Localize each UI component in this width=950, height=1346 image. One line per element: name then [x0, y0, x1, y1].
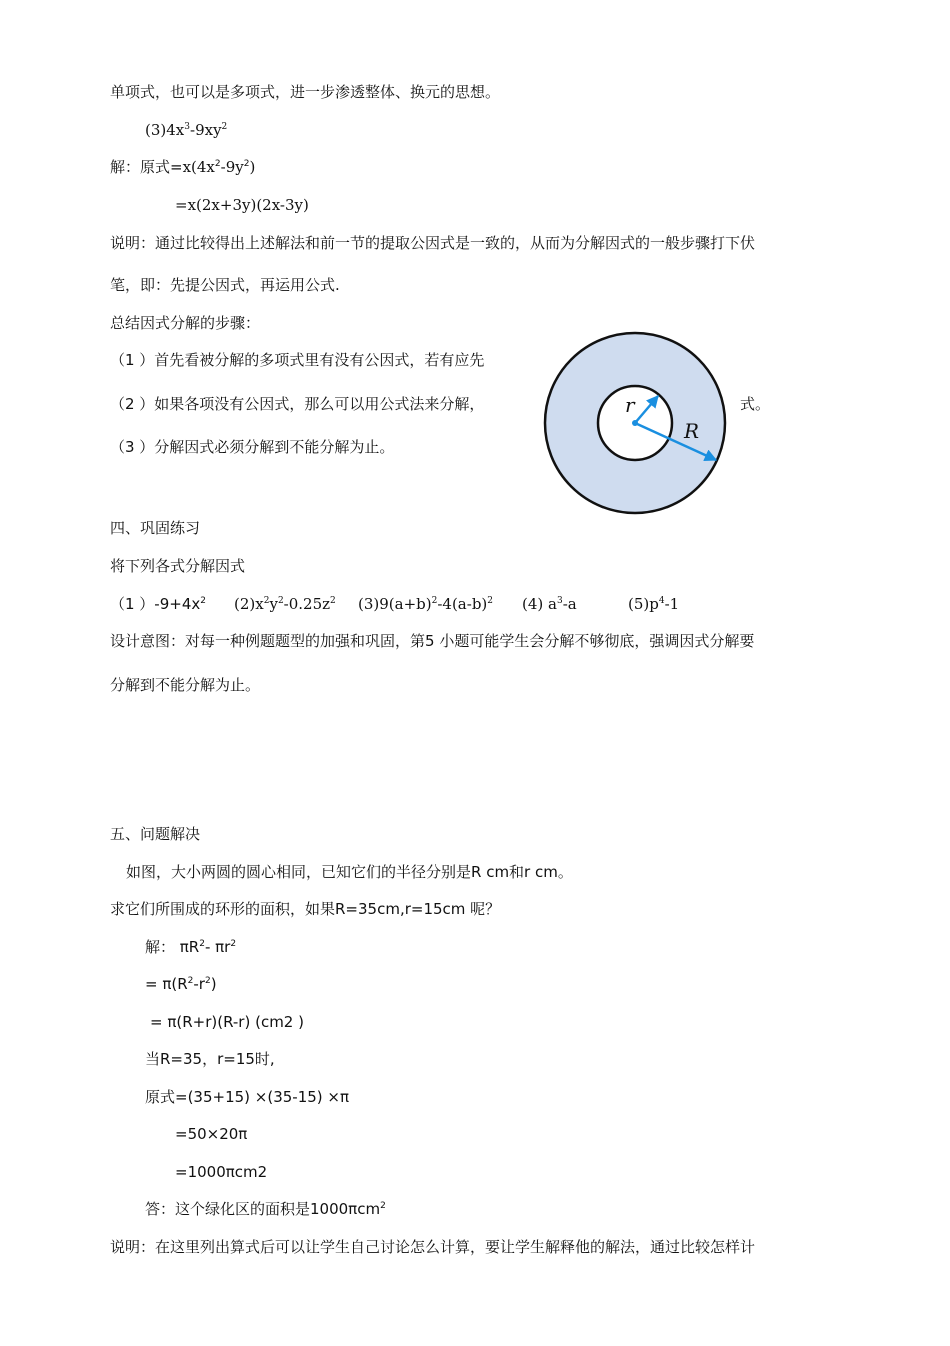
solution-line-7: =1000πcm2 [175, 1163, 268, 1181]
practice-item-4: (4) $a^3-a$ [522, 595, 577, 613]
solution-line-2: = $\pi(R^2-r^2)$ [145, 975, 217, 993]
step-2-tail: 式。 [740, 395, 771, 413]
concentric-circles-figure [540, 330, 730, 520]
solution-line-6: =50×20π [175, 1125, 248, 1143]
solution-line-4: 当R=35，r=15时, [145, 1050, 275, 1068]
example-3-expression: $(3)4x^3-9xy^2$ [145, 121, 228, 139]
solution-line-5: 原式=(35+15) ×(35-15) ×π [145, 1088, 350, 1106]
steps-title: 总结因式分解的步骤： [110, 314, 261, 332]
solution-line-1: 解： $\pi R^2-$ $\pi r^2$ [145, 938, 237, 956]
solution-answer: 答：这个绿化区的面积是1000πcm$^2$ [145, 1200, 386, 1218]
practice-item-1: （1 ）$-9+4x^2$ [110, 595, 206, 613]
practice-item-2: $(2)x^2y^2-0.25z^2$ [234, 595, 336, 613]
step-1: （1 ）首先看被分解的多项式里有没有公因式，若有应先 [110, 351, 485, 369]
example-3-solution-step2: =x(2x+3y)(2x-3y) [175, 196, 309, 214]
problem-question-1: 如图，大小两圆的圆心相同，已知它们的半径分别是R cm和r cm。 [126, 863, 573, 881]
problem-heading: 五、问题解决 [110, 825, 201, 843]
design-intent-line-1: 设计意图：对每一种例题题型的加强和巩固，第5 小题可能学生会分解不够彻底，强调因式分解要 [110, 632, 755, 650]
example-3-solution-step1: 解：原式$=x(4x^2-9y^2)$ [110, 158, 256, 176]
step-2: （2 ）如果各项没有公因式，那么可以用公式法来分解， [110, 395, 485, 413]
practice-intro: 将下列各式分解因式 [110, 557, 246, 575]
design-intent-line-2: 分解到不能分解为止。 [110, 676, 261, 694]
outer-radius-label: R [684, 419, 700, 443]
step-3: （3 ）分解因式必须分解到不能分解为止。 [110, 438, 395, 456]
practice-item-3: $(3)9(a+b)^2-4(a-b)^2$ [358, 595, 494, 613]
note-line-2: 笔，即：先提公因式，再运用公式. [110, 276, 340, 294]
problem-note: 说明：在这里列出算式后可以让学生自己讨论怎么计算，要让学生解释他的解法，通过比较怎样计 [110, 1238, 756, 1256]
intro-line: 单项式，也可以是多项式，进一步渗透整体、换元的思想。 [110, 83, 501, 101]
practice-heading: 四、巩固练习 [110, 519, 201, 537]
inner-radius-label: r [625, 393, 635, 417]
practice-item-5: $(5)p^4-1$ [628, 595, 680, 613]
problem-question-2: 求它们所围成的环形的面积，如果R=35cm,r=15cm 呢？ [110, 900, 501, 918]
solution-line-3: = π(R+r)(R-r) (cm2 ) [150, 1013, 304, 1031]
note-line-1: 说明：通过比较得出上述解法和前一节的提取公因式是一致的，从而为分解因式的一般步骤打下伏 [110, 234, 756, 252]
